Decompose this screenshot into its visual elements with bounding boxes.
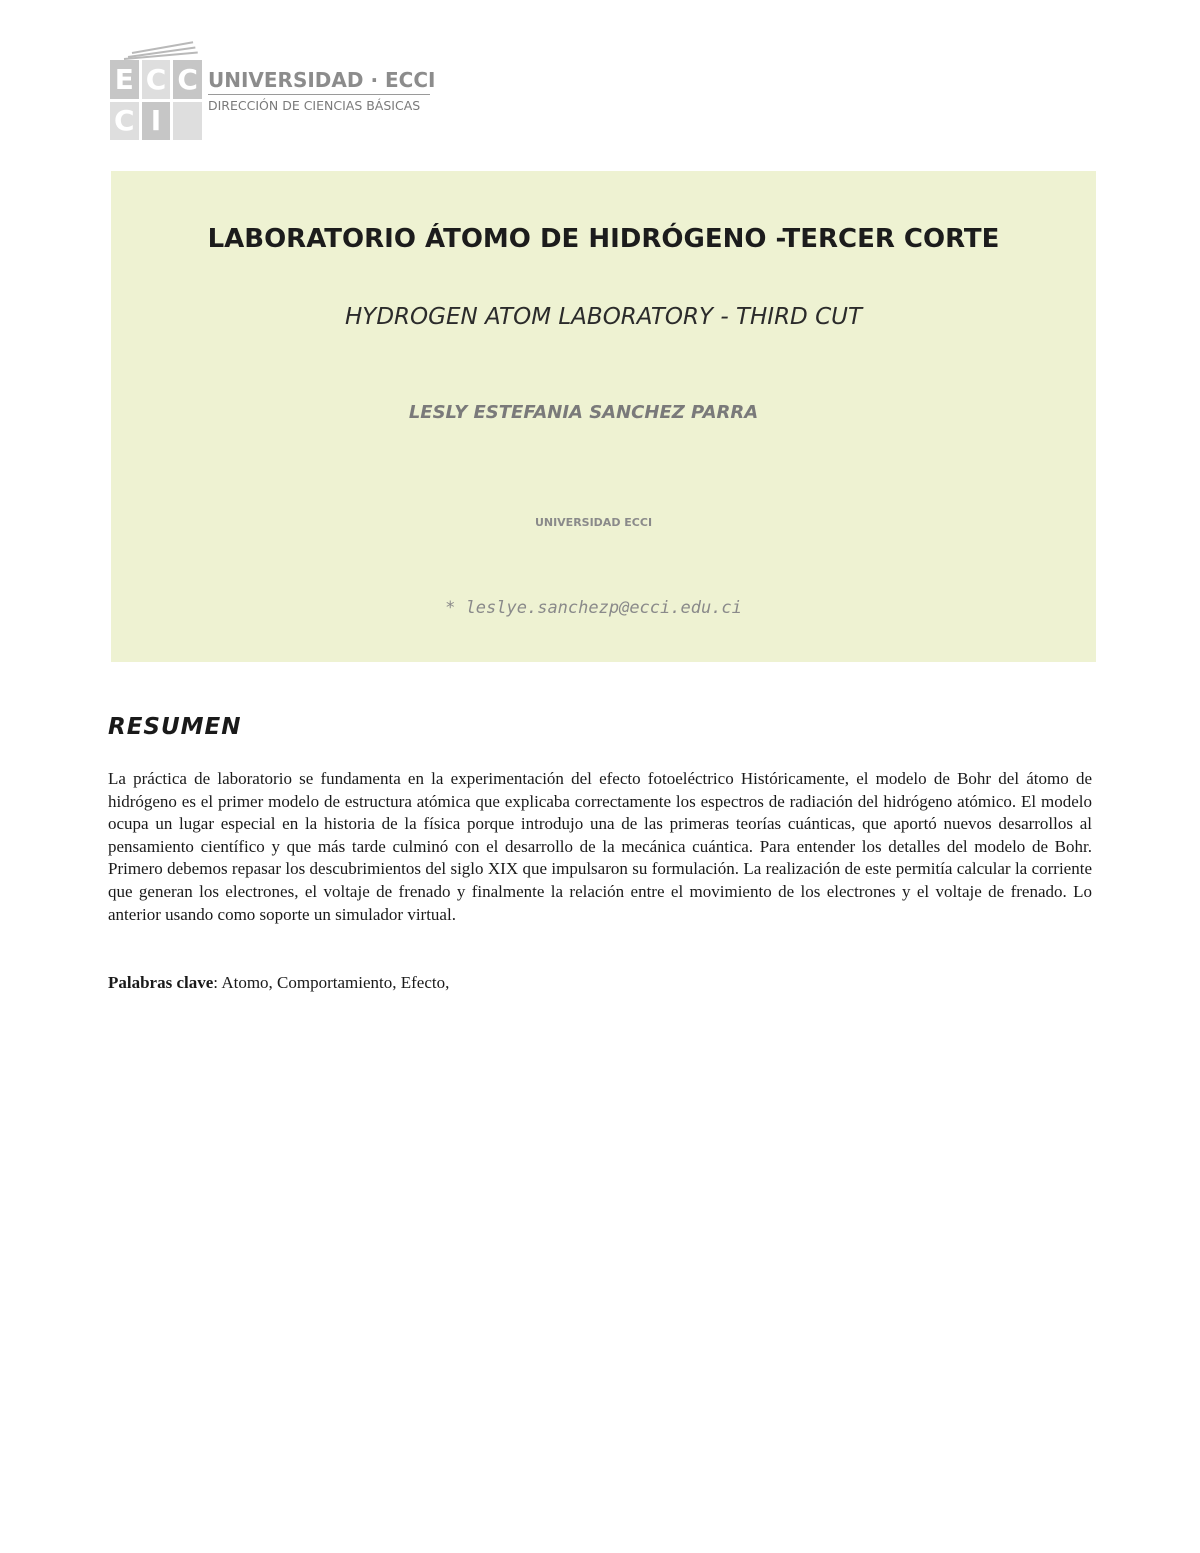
author-institution: UNIVERSIDAD ECCI: [534, 516, 653, 529]
logo-letter-grid: [110, 60, 202, 140]
logo-letter: [173, 102, 202, 141]
header-band: [111, 171, 1096, 662]
logo-letter: C: [142, 60, 171, 99]
logo-subtitle: DIRECCIÓN DE CIENCIAS BÁSICAS: [208, 98, 421, 113]
paper-title: LABORATORIO ÁTOMO DE HIDRÓGENO -TERCER CORTE: [207, 224, 1000, 254]
logo-title: UNIVERSIDAD · ECCI: [208, 68, 436, 92]
keywords-line: [108, 972, 1092, 994]
keywords-label: Palabras clave: [108, 973, 214, 992]
logo-divider: [208, 94, 430, 95]
ecci-logo-mark: [110, 38, 202, 140]
abstract-heading: RESUMEN: [108, 714, 242, 740]
author-name: LESLY ESTEFANIA SANCHEZ PARRA: [408, 402, 759, 423]
logo-text: [208, 68, 440, 113]
abstract-body: La práctica de laboratorio se fundamenta en la experimentación del efecto fotoeléctrico Históricamente, el modelo de Bohr del átomo de hidrógeno es el primer modelo de estructura atómica que explicaba correctamente los espectros de radiación del hidrógeno atómico. El modelo ocupa un lugar especial en la historia de la física porque introdujo una de las primeras teorías cuánticas, que aportó nuevos desarrollos al pensamiento científico y que más tarde culminó con el desarrollo de la mecánica cuántica. Para entender los detalles del modelo de Bohr. Primero debemos repasar los descubrimientos del siglo XIX que impulsaron su formulación. La realización de este permitía calcular la corriente que generan los electrones, el voltaje de frenado y finalmente la relación entre el movimiento de los electrones y el voltaje de frenado. Lo anterior usando como soporte un simulador virtual.: [108, 769, 1092, 924]
logo-letter: E: [110, 60, 139, 99]
logo-letter: I: [142, 102, 171, 141]
keywords-value: : Atomo, Comportamiento, Efecto,: [213, 973, 450, 992]
logo-letter: C: [110, 102, 139, 141]
paper-title-english: HYDROGEN ATOM LABORATORY - THIRD CUT: [344, 304, 863, 330]
author-email[interactable]: * leslye.sanchezp@ecci.edu.ci: [445, 598, 742, 618]
logo-letter: C: [173, 60, 202, 99]
university-logo: [110, 38, 440, 140]
logo-book-lines-icon: [118, 38, 202, 60]
